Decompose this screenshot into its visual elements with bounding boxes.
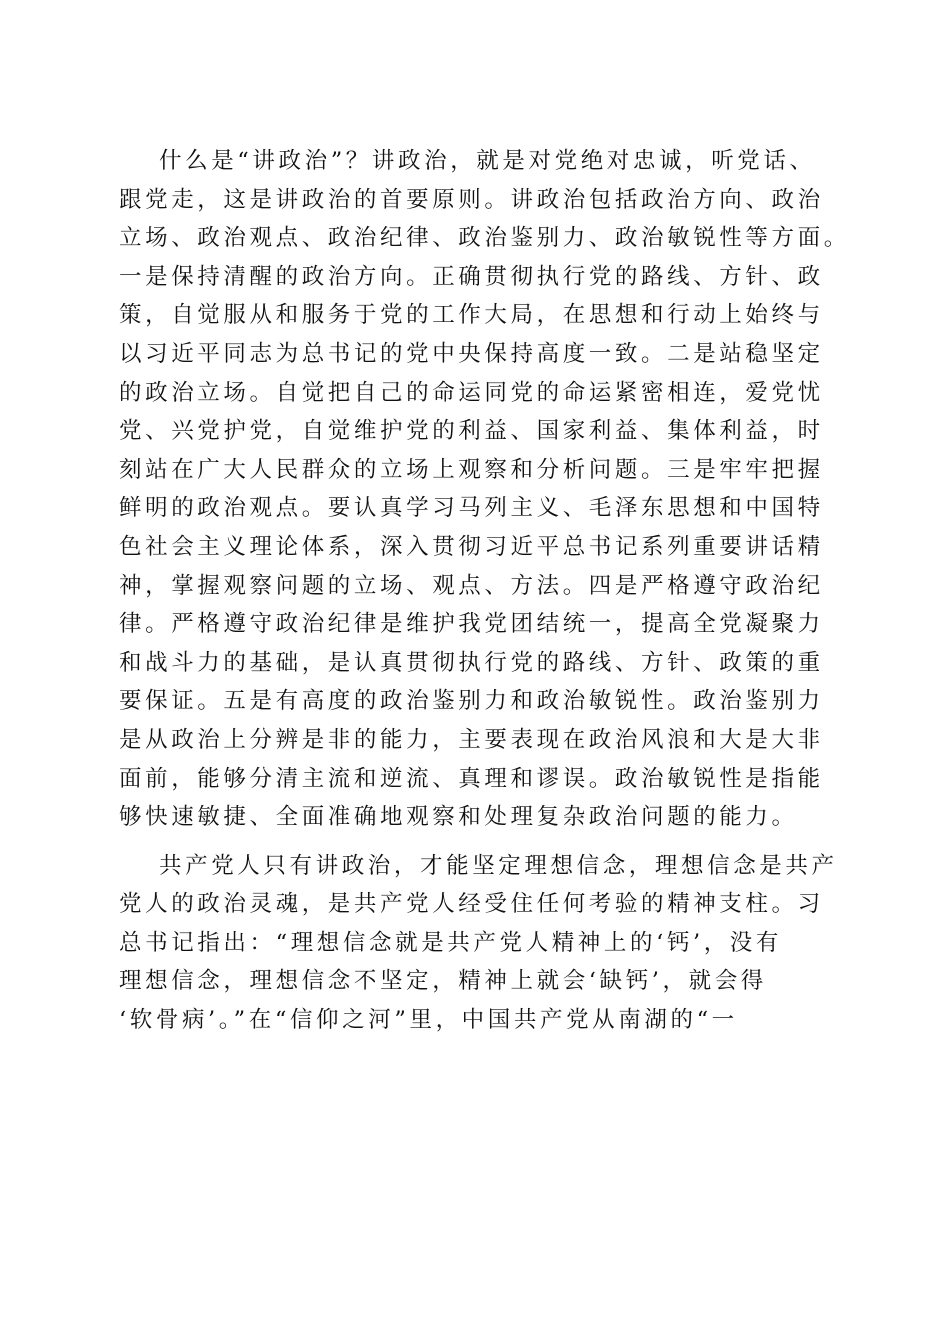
text-line: 的政治立场。自觉把自己的命运同党的命运紧密相连，爱党忧 <box>119 379 824 406</box>
text-line: 党、兴党护党，自觉维护党的利益、国家利益、集体利益，时 <box>119 418 824 445</box>
text-line: 党人的政治灵魂，是共产党人经受住任何考验的精神支柱。习 <box>119 891 824 918</box>
text-line: 理想信念，理想信念不坚定，精神上就会‘缺钙’，就会得 <box>119 968 767 995</box>
text-line: 刻站在广大人民群众的立场上观察和分析问题。三是牢牢把握 <box>119 456 824 483</box>
text-line: ‘软骨病’。”在“信仰之河”里，中国共产党从南湖的“一 <box>119 1007 738 1034</box>
text-line: 以习近平同志为总书记的党中央保持高度一致。二是站稳坚定 <box>119 340 824 367</box>
text-line: 立场、政治观点、政治纪律、政治鉴别力、政治敏锐性等方面。 <box>119 225 850 252</box>
text-line: 是从政治上分辨是非的能力，主要表现在政治风浪和大是大非 <box>119 726 824 753</box>
text-line: 跟党走，这是讲政治的首要原则。讲政治包括政治方向、政治 <box>119 186 824 213</box>
text-line: 神，掌握观察问题的立场、观点、方法。四是严格遵守政治纪 <box>119 572 824 599</box>
body-text <box>119 142 850 1040</box>
text-line: 律。严格遵守政治纪律是维护我党团结统一，提高全党凝聚力 <box>119 611 824 638</box>
paragraph-2 <box>119 847 839 1040</box>
text-line: 策，自觉服从和服务于党的工作大局，在思想和行动上始终与 <box>119 302 824 329</box>
text-line: 什么是“讲政治”？讲政治，就是对党绝对忠诚，听党话、 <box>159 148 816 174</box>
text-line: 鲜明的政治观点。要认真学习马列主义、毛泽东思想和中国特 <box>119 495 824 522</box>
text-line: 要保证。五是有高度的政治鉴别力和政治敏锐性。政治鉴别力 <box>119 688 824 715</box>
text-line: 总书记指出：“理想信念就是共产党人精神上的‘钙’，没有 <box>119 929 783 956</box>
text-line: 一是保持清醒的政治方向。正确贯彻执行党的路线、方针、政 <box>119 263 824 290</box>
paragraph-1 <box>119 142 850 837</box>
text-line: 色社会主义理论体系，深入贯彻习近平总书记系列重要讲话精 <box>119 533 824 560</box>
text-line: 面前，能够分清主流和逆流、真理和谬误。政治敏锐性是指能 <box>119 765 824 792</box>
text-line: 够快速敏捷、全面准确地观察和处理复杂政治问题的能力。 <box>119 804 798 831</box>
text-line: 和战斗力的基础，是认真贯彻执行党的路线、方针、政策的重 <box>119 649 824 676</box>
text-line: 共产党人只有讲政治，才能坚定理想信念，理想信念是共产 <box>159 852 838 879</box>
paragraph-spacer <box>119 837 839 847</box>
